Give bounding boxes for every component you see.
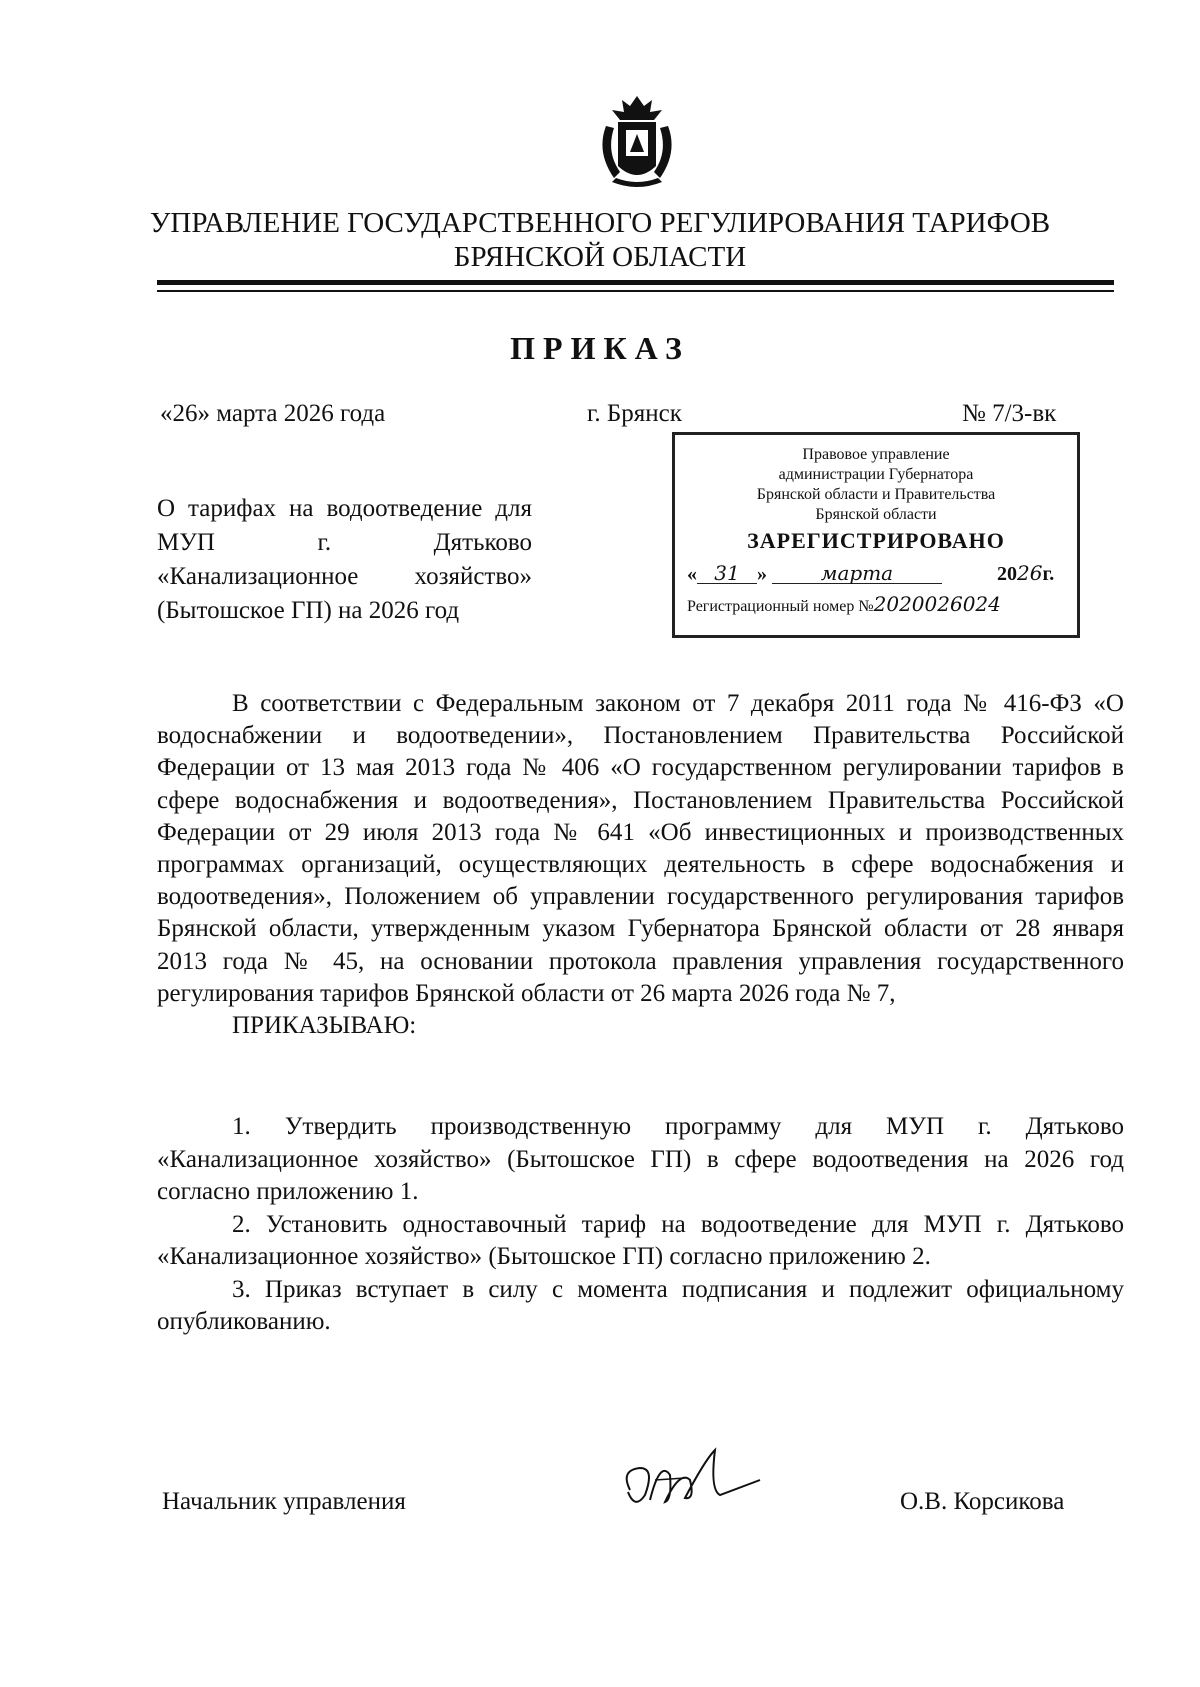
signatory-position: Начальник управления: [162, 1488, 406, 1515]
header-divider-thin: [157, 290, 1114, 292]
stamp-line: администрации Губернатора: [778, 466, 974, 483]
order-number: № 7/3-вк: [962, 400, 1057, 427]
stamp-line: Брянской области: [815, 506, 937, 523]
preamble-paragraph: В соответствии с Федеральным законом от 7 декабря 2011 года № 416-ФЗ «О водоснабжении и водоотведении», Постановлением Правительства Российской Федерации от 13 мая 2013 года № 406 «О государственном регулировании тарифов в сфере водоснабжения и водоотведения», Постановлением Правительства Российской Федерации от 29 июля 2013 года № 641 «Об инвестиционных и производственных программах организаций, осуществляющих деятельность в сфере водоснабжения и водоотведения», Положением об управлении государственного регулирования тарифов Брянской области, утвержденным указом Губернатора Брянской области от 28 января 2013 года № 45, на основании протокола правления управления государственного регулирования тарифов Брянской области от 26 марта 2026 года № 7,: [157, 690, 1124, 1007]
stamp-registration-label: Регистрационный номер №: [687, 598, 874, 615]
order-item: 3. Приказ вступает в силу с момента подписания и подлежит официальному опубликованию.: [157, 1275, 1124, 1335]
stamp-registration-number: 2020026024: [873, 592, 1001, 616]
registration-stamp: [672, 432, 1080, 638]
order-city: г. Брянск: [587, 400, 682, 427]
stamp-registration-number-line: [675, 594, 1077, 617]
header-divider-thick: [157, 280, 1114, 285]
stamp-year-prefix: 20: [997, 563, 1017, 585]
stamp-year-unit: г.: [1042, 563, 1055, 585]
handwritten-signature: [610, 1440, 780, 1520]
document-type-title: ПРИКАЗ: [510, 330, 690, 366]
order-subject: О тарифах на водоотведение для МУП г. Дятьково «Канализационное хозяйство» (Бытошское ГП) на 2026 год: [157, 495, 532, 624]
order-command-word: ПРИКАЗЫВАЮ:: [232, 1012, 417, 1040]
signatory-name: О.В. Корсикова: [900, 1488, 1065, 1515]
order-date: «26» марта 2026 года: [160, 400, 386, 427]
organization-name-line1: УПРАВЛЕНИЕ ГОСУДАРСТВЕННОГО РЕГУЛИРОВАНИЯ ТАРИФОВ: [149, 207, 1051, 239]
stamp-year-suffix: 26: [1017, 561, 1043, 585]
coat-of-arms-emblem: [592, 92, 682, 192]
stamp-registration-date: « 31 » марта 2026г.: [687, 561, 1055, 585]
order-items: [157, 1111, 1124, 1339]
order-item: 2. Установить одноставочный тариф на водоотведение для МУП г. Дятьково «Канализационное хозяйство» (Бытошское ГП) согласно приложению 2.: [157, 1210, 1124, 1270]
stamp-line: Правовое управление: [802, 446, 950, 463]
stamp-title: ЗАРЕГИСТРИРОВАНО: [747, 528, 1005, 553]
order-preamble: [157, 688, 1124, 1042]
organization-name-line2: БРЯНСКОЙ ОБЛАСТИ: [453, 241, 747, 273]
order-item: 1. Утвердить производственную программу для МУП г. Дятьково «Канализационное хозяйство» (Бытошское ГП) в сфере водоотведения на 2026 год согласно приложению 1.: [157, 1113, 1124, 1205]
stamp-month: марта: [772, 563, 942, 584]
stamp-day: 31: [697, 563, 757, 584]
stamp-line: Брянской области и Правительства: [756, 486, 996, 503]
